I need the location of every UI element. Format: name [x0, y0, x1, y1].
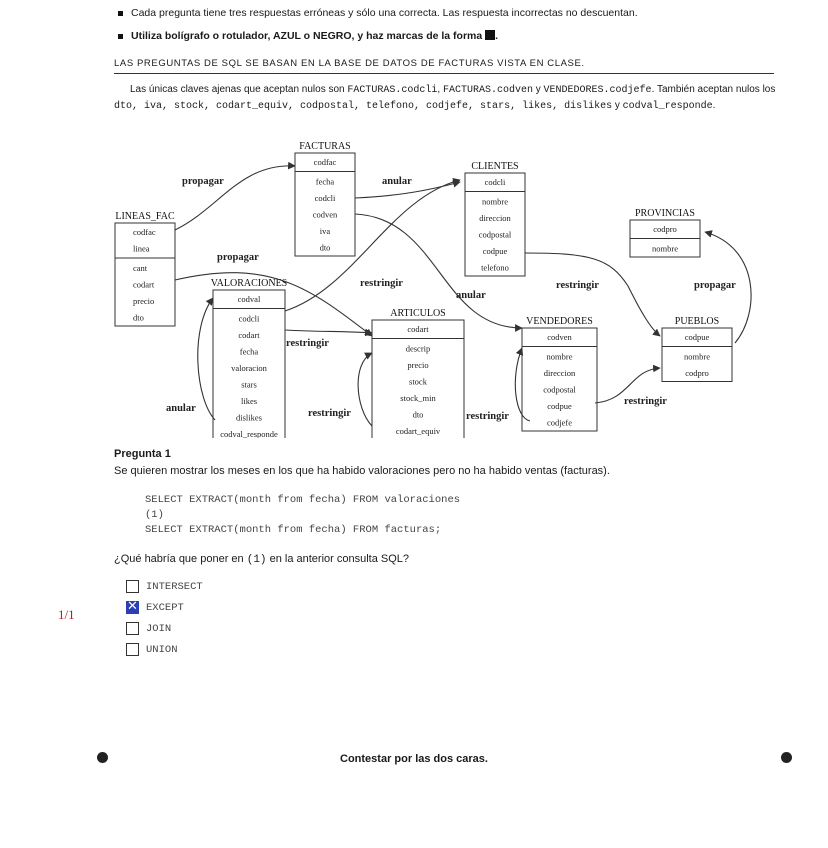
- key-field: codart: [407, 324, 429, 334]
- table-field: stock: [409, 376, 427, 387]
- table-field: codven: [312, 209, 338, 220]
- table-box: [115, 223, 175, 326]
- table-field: stock_min: [400, 393, 436, 403]
- table-field: nombre: [482, 196, 508, 207]
- relationship-label-propagar: propagar: [217, 252, 259, 263]
- table-field: codpue: [547, 401, 572, 411]
- table-provincias: [630, 208, 700, 257]
- table-field: valoracion: [231, 363, 267, 373]
- instruction-line-2: Utiliza bolígrafo o rotulador, AZUL o NEGRO, y haz marcas de la forma .: [118, 30, 498, 42]
- relationship-label-anular: anular: [166, 403, 196, 414]
- table-title: VALORACIONES: [210, 278, 288, 289]
- table-field: dto: [319, 242, 331, 253]
- key-field: codval: [237, 294, 261, 304]
- table-field: nombre: [652, 243, 678, 254]
- table-field: fecha: [239, 346, 259, 357]
- key-field: codcli: [484, 177, 506, 187]
- relationship-label-anular: anular: [456, 290, 486, 301]
- code-line-1: SELECT EXTRACT(month from fecha) FROM valoraciones: [145, 494, 461, 506]
- table-title: PROVINCIAS: [634, 208, 696, 219]
- key-field: codven: [547, 332, 572, 342]
- checkbox-icon[interactable]: [126, 622, 139, 635]
- question-text: Se quieren mostrar los meses en los que ha habido valoraciones pero no ha habido ventas (facturas).: [114, 465, 610, 477]
- table-field: codpostal: [543, 384, 576, 395]
- table-field: dto: [412, 409, 424, 420]
- table-field: codcli: [238, 313, 260, 324]
- question-prompt: ¿Qué habría que poner en (1) en la anterior consulta SQL?: [114, 553, 410, 566]
- section-title: LAS PREGUNTAS DE SQL SE BASAN EN LA BASE DE DATOS DE FACTURAS VISTA EN CLASE.: [114, 58, 585, 69]
- bullet-icon: [118, 34, 123, 39]
- table-field: precio: [133, 296, 155, 306]
- table-valoraciones: [211, 278, 288, 438]
- arrow-valoraciones-self: [198, 298, 215, 420]
- table-pueblos: [662, 316, 732, 382]
- table-field: codjefe: [546, 417, 573, 428]
- table-title: FACTURAS: [299, 141, 351, 152]
- code-line-3: SELECT EXTRACT(month from fecha) FROM facturas;: [145, 524, 442, 536]
- table-title: ARTICULOS: [390, 308, 446, 319]
- table-title: PUEBLOS: [674, 316, 720, 327]
- table-field: codval_responde: [220, 429, 278, 438]
- relationship-label-propagar: propagar: [182, 176, 224, 187]
- arrow-articulos-self: [358, 353, 372, 426]
- relationship-label-restringir: restringir: [308, 408, 351, 419]
- table-field: telefono: [481, 262, 509, 273]
- intro-paragraph: Las únicas claves ajenas que aceptan nulos son FACTURAS.codcli, FACTURAS.codven y VENDEDORES.codjefe. También aceptan nulos los dto, iva, stock, codart_equiv, codpostal, telefono, codjefe, stars, likes, dislikes y codval_responde.: [114, 84, 776, 112]
- key-field: linea: [133, 243, 150, 254]
- key-field: codfac: [133, 227, 156, 237]
- option-join[interactable]: JOIN: [126, 622, 171, 635]
- option-except[interactable]: ✕ EXCEPT: [126, 601, 184, 614]
- table-vendedores: [522, 316, 597, 431]
- question-title: Pregunta 1: [114, 448, 171, 460]
- table-title: LINEAS_FAC: [115, 211, 175, 222]
- table-field: codart: [133, 279, 155, 290]
- table-box: [295, 153, 355, 256]
- code-line-2: (1): [145, 509, 164, 521]
- table-clientes: [465, 161, 525, 276]
- table-box: [522, 328, 597, 431]
- table-field: direccion: [479, 213, 511, 223]
- table-box: [465, 173, 525, 276]
- table-field: codpostal: [478, 229, 512, 240]
- table-field: iva: [319, 226, 331, 236]
- bullet-icon: [118, 11, 123, 16]
- checkbox-icon[interactable]: [126, 643, 139, 656]
- table-field: descrip: [405, 343, 431, 354]
- table-field: codart: [238, 330, 260, 340]
- key-field: codpue: [684, 332, 710, 342]
- table-title: CLIENTES: [471, 161, 519, 172]
- database-diagram: [110, 138, 760, 438]
- table-facturas: [295, 141, 355, 256]
- table-field: likes: [240, 396, 258, 406]
- table-field: nombre: [546, 351, 573, 362]
- key-field: codpro: [653, 224, 677, 234]
- option-intersect[interactable]: INTERSECT: [126, 580, 203, 593]
- table-lineas-fac: [115, 211, 175, 326]
- option-union[interactable]: UNION: [126, 643, 178, 656]
- arrow-valoraciones-articulos: [285, 330, 372, 333]
- score-mark: 1/1: [58, 607, 75, 622]
- table-field: codcli: [314, 193, 336, 203]
- footer-note: Contestar por las dos caras.: [340, 753, 488, 765]
- table-field: codpro: [685, 368, 709, 378]
- table-articulos: [372, 308, 464, 438]
- instruction-line-1: Cada pregunta tiene tres respuestas erróneas y sólo una correcta. Las respuesta incorrectas no descuentan.: [118, 7, 638, 19]
- checkbox-icon[interactable]: [126, 580, 139, 593]
- table-field: stars: [241, 379, 257, 390]
- table-field: nombre: [684, 351, 710, 362]
- table-field: dislikes: [236, 412, 262, 423]
- section-divider: [114, 73, 774, 74]
- key-field: codfac: [313, 157, 337, 167]
- relationship-label-propagar: propagar: [694, 280, 736, 291]
- relationship-label-restringir: restringir: [466, 411, 509, 422]
- table-field: fecha: [315, 176, 335, 187]
- table-title: VENDEDORES: [526, 316, 593, 327]
- relationship-label-restringir: restringir: [556, 280, 599, 291]
- filled-square-icon: [485, 30, 495, 40]
- relationship-label-restringir: restringir: [624, 396, 667, 407]
- relationship-label-anular: anular: [382, 176, 412, 187]
- checked-checkbox-icon[interactable]: [126, 601, 139, 614]
- table-field: precio: [407, 360, 429, 370]
- table-field: direccion: [543, 368, 576, 378]
- table-field: codpue: [482, 246, 508, 256]
- relationship-label-restringir: restringir: [360, 278, 403, 289]
- relationship-label-restringir: restringir: [286, 338, 329, 349]
- table-field: cant: [133, 263, 148, 273]
- table-field: dto: [133, 312, 144, 323]
- table-field: codart_equiv: [395, 426, 441, 436]
